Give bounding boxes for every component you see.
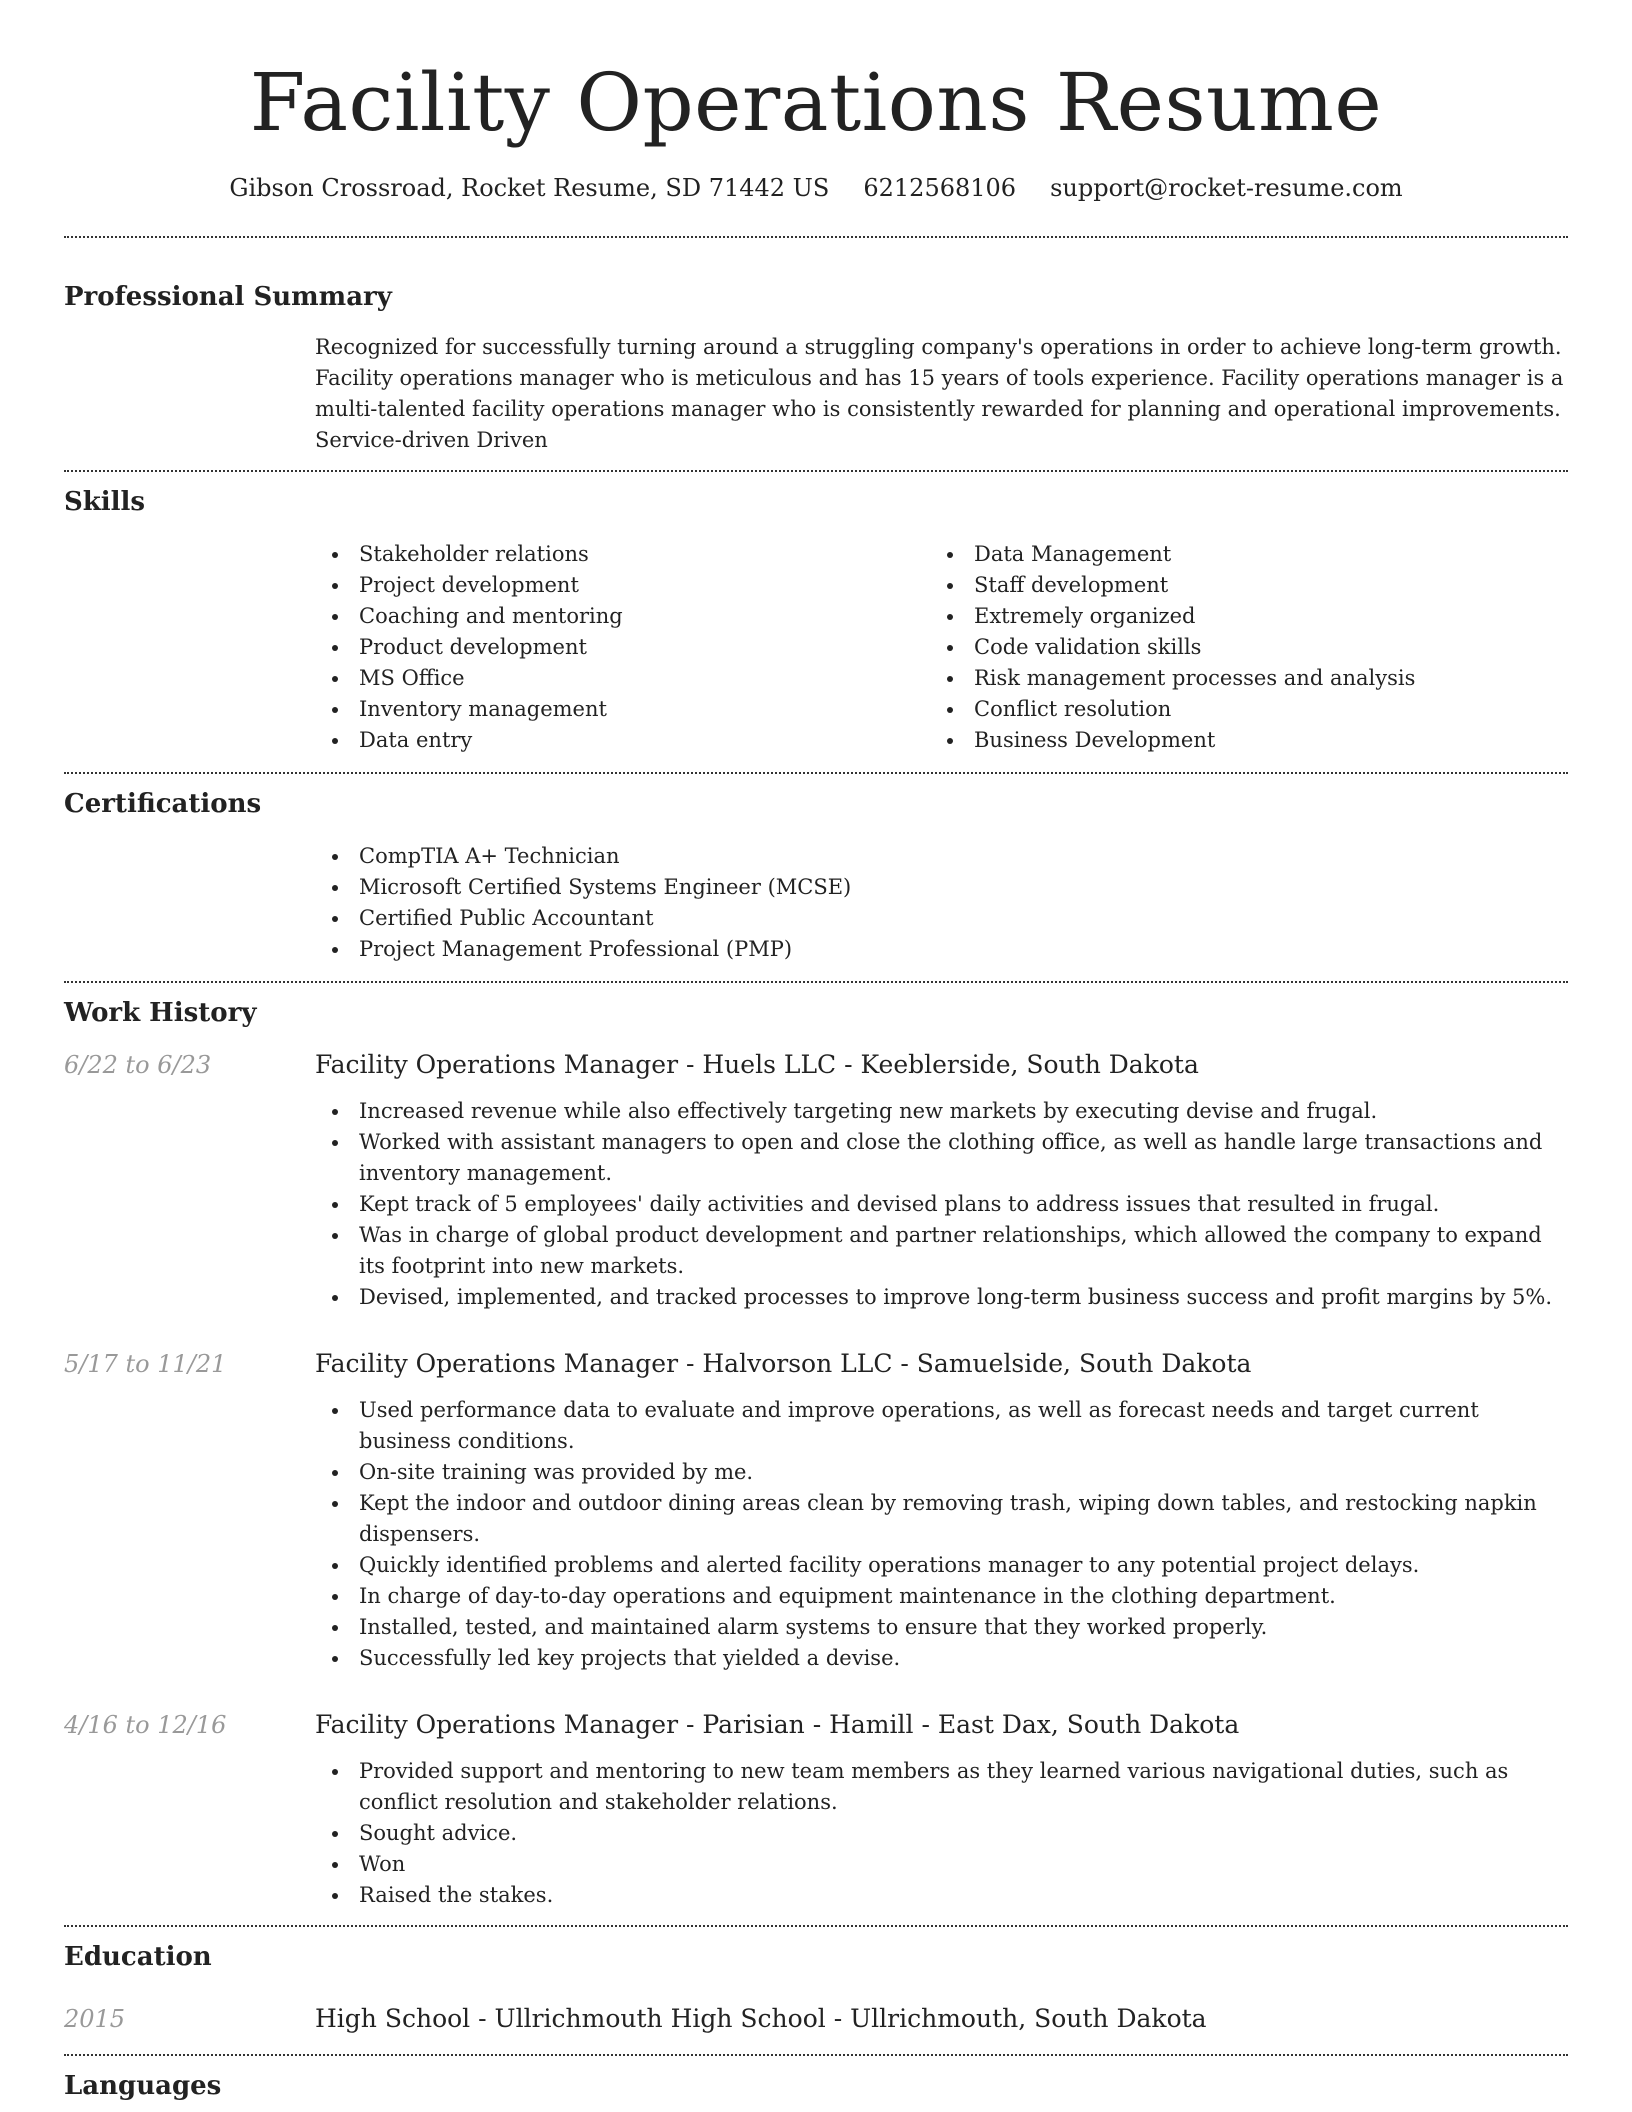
divider <box>64 1925 1568 1927</box>
job-bullets <box>315 1756 1568 1911</box>
summary-text: Recognized for successfully turning around a struggling company's operations in order to achieve long-term growth. Facility operations manager who is meticulous and has 15 years of tools experience. Facility operations manager is a multi-talented facility operations manager who is consistently rewarded for planning and operational improvements. Service-driven Driven <box>315 335 1564 452</box>
job-bullet: Installed, tested, and maintained alarm systems to ensure that they worked properly. <box>315 1612 1568 1643</box>
summary-section <box>64 280 1568 456</box>
skill-item: Project development <box>315 570 930 601</box>
certifications-section <box>64 787 1568 965</box>
job-bullets <box>315 1096 1568 1313</box>
section-title-work: Work History <box>64 998 257 1028</box>
job-bullet: Quickly identified problems and alerted facility operations manager to any potential project delays. <box>315 1550 1568 1581</box>
contact-phone: 6212568106 <box>863 174 1017 202</box>
skill-item: MS Office <box>315 663 930 694</box>
job-heading: Facility Operations Manager - Parisian - Hamill - East Dax, South Dakota <box>315 1710 1240 1739</box>
job-body <box>315 1708 1568 1911</box>
section-title-certifications: Certifications <box>64 789 262 819</box>
contact-address: Gibson Crossroad, Rocket Resume, SD 71442 US <box>229 174 830 202</box>
skill-item: Business Development <box>930 725 1545 756</box>
divider <box>64 2054 1568 2056</box>
certification-item: Microsoft Certified Systems Engineer (MCSE) <box>315 872 1568 903</box>
job-entry <box>64 1347 1568 1674</box>
contact-line <box>64 172 1568 204</box>
divider <box>64 236 1568 238</box>
certification-item: Project Management Professional (PMP) <box>315 934 1568 965</box>
skill-item: Data Management <box>930 539 1545 570</box>
job-bullet: Sought advice. <box>315 1818 1568 1849</box>
skills-grid <box>315 539 1568 756</box>
job-bullet: In charge of day-to-day operations and equipment maintenance in the clothing department. <box>315 1581 1568 1612</box>
job-bullet: Kept the indoor and outdoor dining areas clean by removing trash, wiping down tables, and restocking napkin dispensers. <box>315 1488 1568 1550</box>
job-date: 5/17 to 11/21 <box>64 1350 227 1378</box>
skill-item: Stakeholder relations <box>315 539 930 570</box>
skill-item: Conflict resolution <box>930 694 1545 725</box>
job-entry <box>64 1708 1568 1911</box>
languages-section <box>64 2069 1568 2103</box>
job-bullet: Provided support and mentoring to new team members as they learned various navigational duties, such as conflict resolution and stakeholder relations. <box>315 1756 1568 1818</box>
job-bullet: Used performance data to evaluate and improve operations, as well as forecast needs and target current business conditions. <box>315 1395 1568 1457</box>
skill-item: Extremely organized <box>930 601 1545 632</box>
divider <box>64 772 1568 774</box>
job-bullet: Worked with assistant managers to open and close the clothing office, as well as handle large transactions and inventory management. <box>315 1127 1568 1189</box>
contact-email[interactable]: support@rocket-resume.com <box>1050 174 1403 202</box>
education-section <box>64 1940 1568 2036</box>
resume-title: Facility Operations Resume <box>249 56 1383 149</box>
job-heading: Facility Operations Manager - Halvorson LLC - Samuelside, South Dakota <box>315 1349 1252 1378</box>
job-bullet: Raised the stakes. <box>315 1880 1568 1911</box>
certifications-list <box>315 841 1568 965</box>
job-bullet: Devised, implemented, and tracked processes to improve long-term business success and profit margins by 5%. <box>315 1282 1568 1313</box>
job-bullet: Successfully led key projects that yielded a devise. <box>315 1643 1568 1674</box>
section-title-education: Education <box>64 1942 212 1972</box>
section-title-summary: Professional Summary <box>64 282 392 312</box>
skill-item: Code validation skills <box>930 632 1545 663</box>
job-bullet: Was in charge of global product development and partner relationships, which allowed the company to expand its footprint into new markets. <box>315 1220 1568 1282</box>
education-heading: High School - Ullrichmouth High School - Ullrichmouth, South Dakota <box>315 2004 1207 2033</box>
skill-item: Product development <box>315 632 930 663</box>
job-body <box>315 1048 1568 1313</box>
skills-list-right <box>930 539 1545 756</box>
job-body <box>315 1347 1568 1674</box>
job-bullet: Kept track of 5 employees' daily activities and devised plans to address issues that resulted in frugal. <box>315 1189 1568 1220</box>
job-heading: Facility Operations Manager - Huels LLC - Keeblerside, South Dakota <box>315 1050 1199 1079</box>
skills-list-left <box>315 539 930 756</box>
spacer <box>64 1911 1568 1925</box>
resume-page <box>64 0 1568 2103</box>
job-bullet: Increased revenue while also effectively targeting new markets by executing devise and frugal. <box>315 1096 1568 1127</box>
skill-item: Staff development <box>930 570 1545 601</box>
skill-item: Coaching and mentoring <box>315 601 930 632</box>
skill-item: Inventory management <box>315 694 930 725</box>
skills-section <box>64 485 1568 756</box>
job-date: 4/16 to 12/16 <box>64 1711 227 1739</box>
education-entry <box>64 2002 1568 2036</box>
skill-item: Data entry <box>315 725 930 756</box>
job-bullets <box>315 1395 1568 1674</box>
job-bullet: Won <box>315 1849 1568 1880</box>
skill-item: Risk management processes and analysis <box>930 663 1545 694</box>
section-title-languages: Languages <box>64 2071 222 2101</box>
work-section <box>64 996 1568 1925</box>
section-title-skills: Skills <box>64 487 146 517</box>
certification-item: CompTIA A+ Technician <box>315 841 1568 872</box>
education-date: 2015 <box>64 2005 126 2033</box>
divider <box>64 981 1568 983</box>
job-date: 6/22 to 6/23 <box>64 1051 212 1079</box>
certification-item: Certified Public Accountant <box>315 903 1568 934</box>
divider <box>64 470 1568 472</box>
job-entry <box>64 1048 1568 1313</box>
job-bullet: On-site training was provided by me. <box>315 1457 1568 1488</box>
